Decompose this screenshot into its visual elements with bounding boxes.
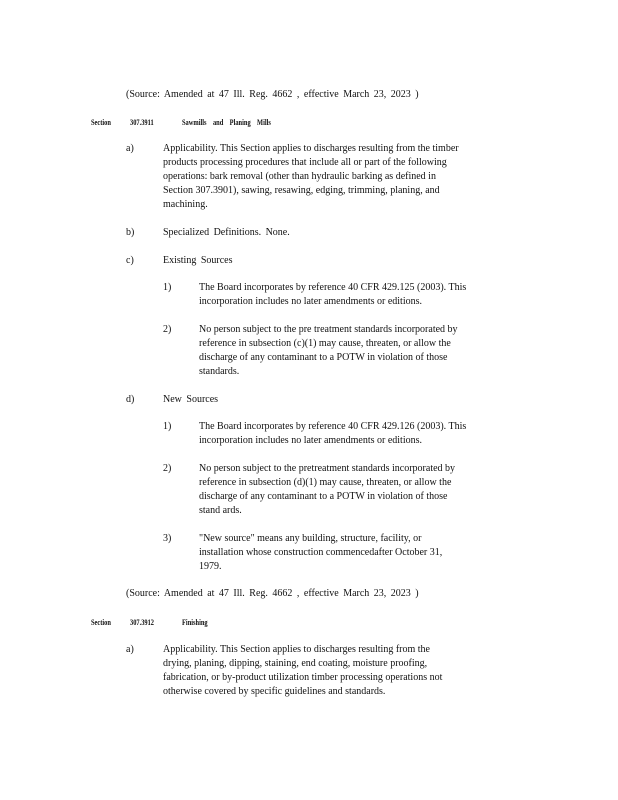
text-line: 1979. (199, 561, 222, 572)
section-number: 307.3911 (130, 118, 154, 127)
text-line: discharge of any contaminant to a POTW in violation of those (199, 352, 448, 363)
text-line: fabrication, or by-product utilization timber processing operations not (163, 672, 443, 683)
text-line: The Board incorporates by reference 40 CFR 429.126 (2003). This (199, 421, 467, 432)
text-line: No person subject to the pretreatment standards incorporated by (199, 463, 456, 474)
text-line: incorporation includes no later amendments or editions. (199, 435, 422, 446)
text-line: machining. (163, 199, 208, 210)
text-line: No person subject to the pre treatment standards incorporated by (199, 324, 458, 335)
text-line: standards. (199, 366, 240, 377)
text-line: The Board incorporates by reference 40 CFR 429.125 (2003). This (199, 282, 467, 293)
item-text (199, 323, 458, 379)
section-label: Section (91, 118, 111, 127)
text-line: drying, planing, dipping, staining, end coating, moisture proofing, (163, 658, 428, 669)
subsection-label: b) (126, 227, 135, 238)
item-label: 2) (163, 324, 172, 335)
source-note: (Source: Amended at 47 Ill. Reg. 4662 , effective March 23, 2023 ) (126, 89, 419, 100)
text-line: installation whose construction commencedafter October 31, (199, 547, 443, 558)
subsection-label: a) (126, 644, 134, 655)
section-title: Finishing (182, 618, 208, 627)
text-line: stand ards. (199, 505, 242, 516)
subsection-text: Existing Sources (163, 255, 233, 266)
item-text (199, 420, 466, 448)
item-text (199, 462, 455, 518)
text-line: products processing procedures that include all or part of the following (163, 157, 447, 168)
text-line: reference in subsection (c)(1) may cause, threaten, or allow the (199, 338, 451, 349)
section-label: Section (91, 618, 111, 627)
text-line: incorporation includes no later amendments or editions. (199, 296, 422, 307)
subsection-text (163, 142, 459, 212)
item-label: 2) (163, 463, 172, 474)
source-note: (Source: Amended at 47 Ill. Reg. 4662 , effective March 23, 2023 ) (126, 588, 419, 599)
text-line: operations: bark removal (other than hydraulic barking as defined in (163, 171, 436, 182)
text-line: Applicability. This Section applies to discharges resulting from the (163, 644, 430, 655)
item-text (199, 281, 466, 309)
subsection-text: Specialized Definitions. None. (163, 227, 290, 238)
text-line: Applicability. This Section applies to discharges resulting from the timber (163, 143, 459, 154)
text-line: reference in subsection (d)(1) may cause, threaten, or allow the (199, 477, 452, 488)
subsection-label: c) (126, 255, 134, 266)
subsection-label: a) (126, 143, 134, 154)
subsection-text (163, 643, 442, 699)
item-label: 1) (163, 421, 172, 432)
text-line: otherwise covered by specific guidelines and standards. (163, 686, 386, 697)
subsection-label: d) (126, 394, 135, 405)
section-title: Sawmills and Planing Mills (182, 118, 271, 127)
subsection-text: New Sources (163, 394, 219, 405)
text-line: "New source" means any building, structure, facility, or (199, 533, 422, 544)
text-line: discharge of any contaminant to a POTW in violation of those (199, 491, 448, 502)
item-label: 3) (163, 533, 172, 544)
item-label: 1) (163, 282, 172, 293)
text-line: Section 307.3901), sawing, resawing, edging, trimming, planing, and (163, 185, 440, 196)
item-text (199, 532, 442, 574)
section-number: 307.3912 (130, 618, 154, 627)
